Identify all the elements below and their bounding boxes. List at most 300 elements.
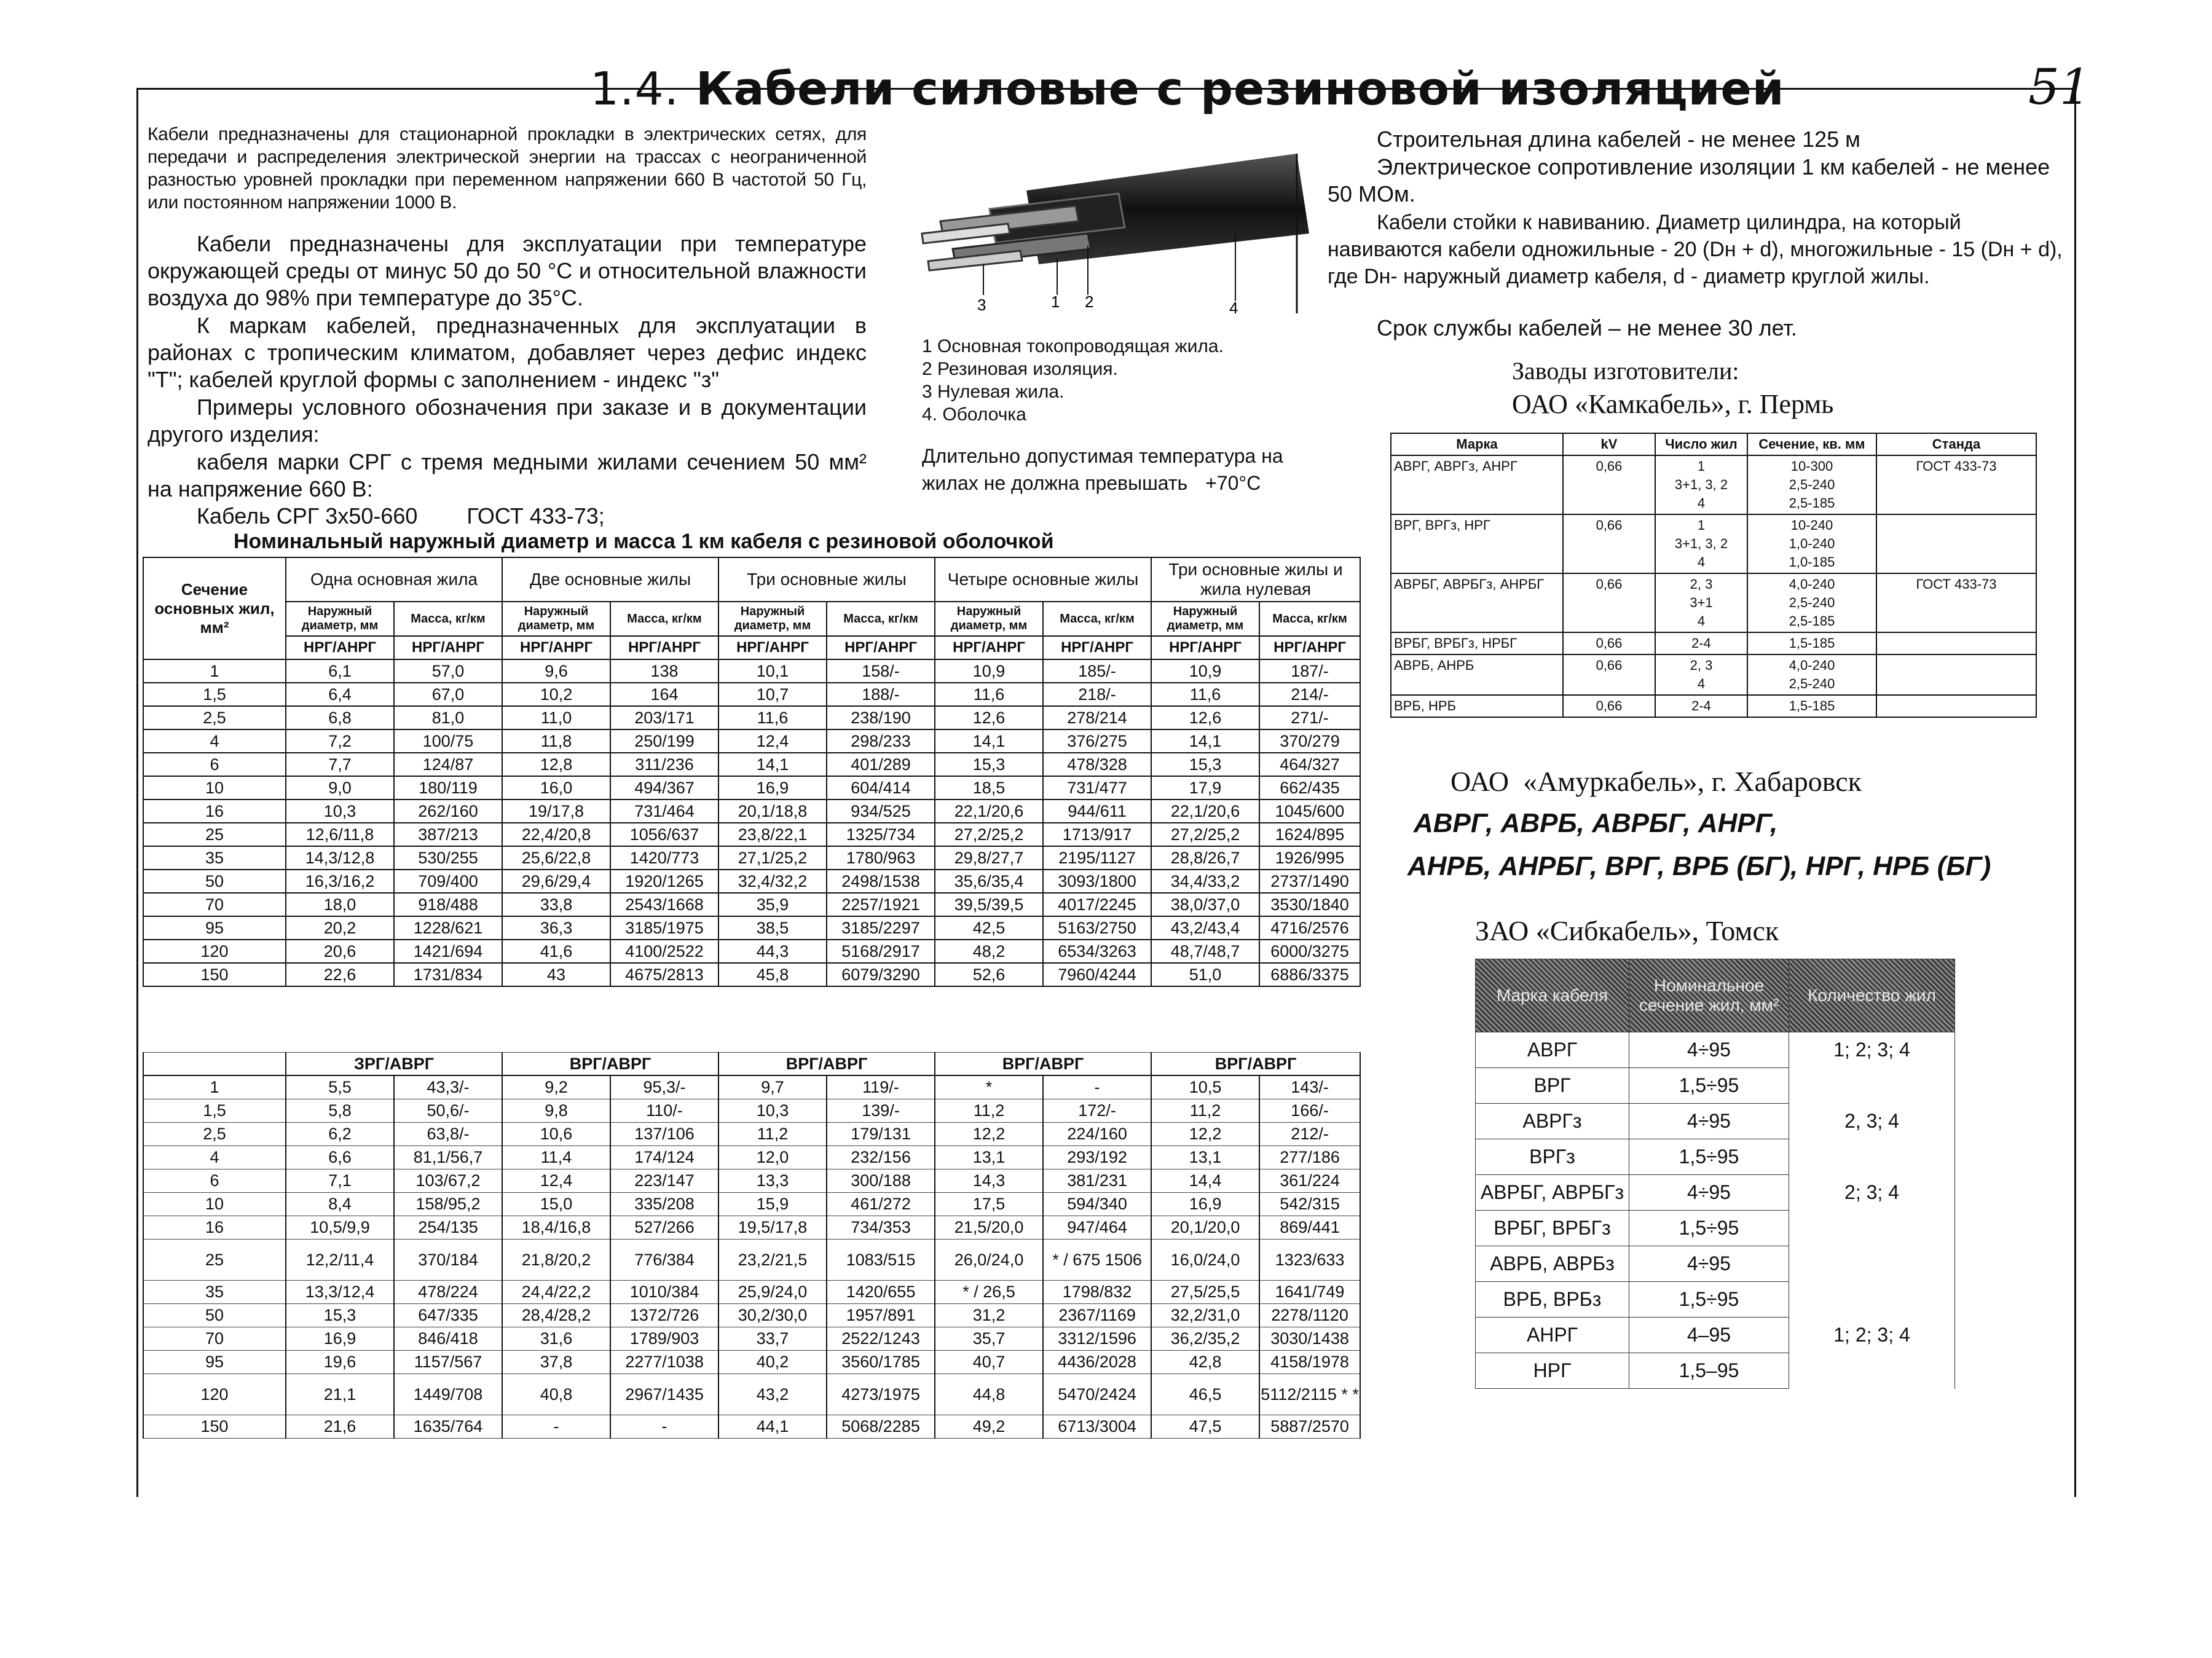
value-cell: - — [502, 1415, 610, 1439]
table-row — [143, 1304, 1360, 1327]
value-cell: 1780/963 — [827, 846, 935, 870]
section-cell: 2,5 — [143, 706, 286, 729]
table-row — [143, 729, 1360, 753]
section-cell: 1 — [143, 1075, 286, 1099]
section-number: 1.4. — [590, 63, 680, 116]
value-cell: 43,3/- — [394, 1075, 502, 1099]
value-cell: 179/131 — [827, 1123, 935, 1146]
value-cell: 250/199 — [610, 729, 718, 753]
value-cell: 24,4/22,2 — [502, 1281, 610, 1304]
value-cell: 4158/1978 — [1259, 1351, 1360, 1374]
value-cell: 13,3/12,4 — [286, 1281, 394, 1304]
value-cell: 35,9 — [718, 893, 827, 916]
value-cell: 10,6 — [502, 1123, 610, 1146]
cell: 0,66 — [1563, 632, 1655, 654]
value-cell: 57,0 — [394, 659, 502, 683]
sub-header-diameter: Наружный диаметр, мм — [718, 602, 827, 636]
value-cell: 5887/2570 — [1259, 1415, 1360, 1439]
value-cell: 6713/3004 — [1043, 1415, 1151, 1439]
value-cell: 293/192 — [1043, 1146, 1151, 1169]
manufacturers-heading: Заводы изготовители: — [1512, 357, 1739, 385]
main-table-body — [143, 659, 1360, 986]
cell — [1789, 1282, 1955, 1318]
value-cell: 277/186 — [1259, 1146, 1360, 1169]
value-cell: 6,1 — [286, 659, 394, 683]
value-cell: 14,4 — [1151, 1169, 1259, 1193]
header-cell: Количество жил — [1789, 959, 1955, 1032]
value-cell: 1372/726 — [610, 1304, 718, 1327]
value-cell: 15,3 — [935, 753, 1043, 776]
cell: АВРГ, АВРГз, АНРГ — [1391, 455, 1563, 514]
section-cell: 120 — [143, 940, 286, 963]
table-row — [1391, 514, 2036, 573]
value-cell: 16,9 — [1151, 1193, 1259, 1216]
table-row — [143, 1240, 1360, 1281]
value-cell: 25,6/22,8 — [502, 846, 610, 870]
table-row — [1391, 654, 2036, 695]
value-cell: 17,9 — [1151, 776, 1259, 800]
sub-header-row — [143, 602, 1360, 636]
table-row — [1391, 573, 2036, 632]
value-cell: 7,2 — [286, 729, 394, 753]
value-cell: 48,7/48,7 — [1151, 940, 1259, 963]
value-cell: 63,8/- — [394, 1123, 502, 1146]
sub-header-diameter: Наружный диаметр, мм — [935, 602, 1043, 636]
value-cell: 1056/637 — [610, 823, 718, 846]
value-cell: 22,6 — [286, 963, 394, 986]
value-cell: * / 26,5 — [935, 1281, 1043, 1304]
value-cell: 311/236 — [610, 753, 718, 776]
value-cell: 14,1 — [718, 753, 827, 776]
cell: 4÷95 — [1629, 1032, 1789, 1068]
value-cell: 12,8 — [502, 753, 610, 776]
kamkabel-heading: ОАО «Камкабель», г. Пермь — [1512, 389, 1834, 419]
brand-cell: ВРГ/АВРГ — [935, 1053, 1151, 1076]
value-cell: 52,6 — [935, 963, 1043, 986]
brand-cell: НРГ/АНРГ — [286, 636, 394, 659]
table-row — [143, 823, 1360, 846]
cell: 1,5÷95 — [1629, 1282, 1789, 1318]
cell — [1876, 695, 2036, 717]
value-cell: 271/- — [1259, 706, 1360, 729]
cell — [1789, 1353, 1955, 1389]
cell — [1789, 1211, 1955, 1246]
section-cell: 70 — [143, 1327, 286, 1351]
value-cell: 180/119 — [394, 776, 502, 800]
sibkabel-heading: ЗАО «Сибкабель», Томск — [1475, 915, 1779, 946]
cell — [1789, 1139, 1955, 1175]
table-row — [143, 1327, 1360, 1351]
section-cell: 4 — [143, 1146, 286, 1169]
cell: 1; 2; 3; 4 — [1789, 1032, 1955, 1068]
cell — [1789, 1246, 1955, 1282]
value-cell: 387/213 — [394, 823, 502, 846]
value-cell: 1957/891 — [827, 1304, 935, 1327]
value-cell: 38,5 — [718, 916, 827, 940]
value-cell: 3030/1438 — [1259, 1327, 1360, 1351]
cell: ГОСТ 433-73 — [1876, 573, 2036, 632]
cell — [1876, 514, 2036, 573]
cell: ВРГ — [1476, 1068, 1629, 1104]
value-cell: 478/224 — [394, 1281, 502, 1304]
value-cell: 1449/708 — [394, 1374, 502, 1415]
value-cell: 1789/903 — [610, 1327, 718, 1351]
main-table — [143, 557, 1361, 987]
paragraph-tropical: К маркам кабелей, предназначенных для эксплуатации в районах с тропическим климатом, добавляет через дефис индекс "Т"; кабелей круглой формы с заполнением - индекс "з" — [148, 313, 867, 392]
value-cell: 19,6 — [286, 1351, 394, 1374]
table-row — [143, 753, 1360, 776]
value-cell: * / 675 1506 — [1043, 1240, 1151, 1281]
value-cell: 43,2/43,4 — [1151, 916, 1259, 940]
value-cell: 10,3 — [718, 1099, 827, 1123]
value-cell: 12,6 — [935, 706, 1043, 729]
sub-header-diameter: Наружный диаметр, мм — [1151, 602, 1259, 636]
value-cell: 33,8 — [502, 893, 610, 916]
value-cell: 6,6 — [286, 1146, 394, 1169]
table-row — [143, 706, 1360, 729]
value-cell: 1420/655 — [827, 1281, 935, 1304]
brand-cell: ЗРГ/АВРГ — [286, 1053, 502, 1076]
value-cell: 67,0 — [394, 683, 502, 706]
value-cell: 2278/1120 — [1259, 1304, 1360, 1327]
value-cell: 1083/515 — [827, 1240, 935, 1281]
table-row — [143, 776, 1360, 800]
value-cell: 138 — [610, 659, 718, 683]
sibkabel-table-body — [1476, 1032, 1955, 1389]
value-cell: 51,0 — [1151, 963, 1259, 986]
value-cell: - — [1043, 1075, 1151, 1099]
legend-item: 3 Нулевая жила. — [922, 382, 1065, 402]
value-cell: 27,2/25,2 — [935, 823, 1043, 846]
cell: 1; 2; 3; 4 — [1789, 1318, 1955, 1353]
value-cell: 5068/2285 — [827, 1415, 935, 1439]
value-cell: 376/275 — [1043, 729, 1151, 753]
legend-item: 1 Основная токопроводящая жила. — [922, 336, 1224, 356]
header-cell: Марка — [1391, 433, 1563, 455]
table-row — [143, 940, 1360, 963]
value-cell: 44,3 — [718, 940, 827, 963]
value-cell: 934/525 — [827, 800, 935, 823]
value-cell: 49,2 — [935, 1415, 1043, 1439]
value-cell: 35,7 — [935, 1327, 1043, 1351]
value-cell: 4017/2245 — [1043, 893, 1151, 916]
cell: АНРГ — [1476, 1318, 1629, 1353]
value-cell: 158/95,2 — [394, 1193, 502, 1216]
value-cell: 12,6 — [1151, 706, 1259, 729]
value-cell: 95,3/- — [610, 1075, 718, 1099]
cell — [1876, 632, 2036, 654]
cell: АВРБ, АНРБ — [1391, 654, 1563, 695]
value-cell: 16,0/24,0 — [1151, 1240, 1259, 1281]
value-cell: 1420/773 — [610, 846, 718, 870]
cell: 4÷95 — [1629, 1104, 1789, 1139]
value-cell: 32,4/32,2 — [718, 870, 827, 893]
value-cell: 20,1/20,0 — [1151, 1216, 1259, 1240]
value-cell: 39,5/39,5 — [935, 893, 1043, 916]
header-cell: Сечение, кв. мм — [1747, 433, 1876, 455]
callout-3: 3 — [977, 296, 986, 313]
table-row — [1476, 1282, 1955, 1318]
section-cell: 6 — [143, 753, 286, 776]
cell: 1,5÷95 — [1629, 1211, 1789, 1246]
value-cell: 172/- — [1043, 1099, 1151, 1123]
value-cell: 1926/995 — [1259, 846, 1360, 870]
table-row — [143, 1099, 1360, 1123]
value-cell: 9,2 — [502, 1075, 610, 1099]
value-cell: 11,8 — [502, 729, 610, 753]
value-cell: 33,7 — [718, 1327, 827, 1351]
value-cell: 232/156 — [827, 1146, 935, 1169]
value-cell: 46,5 — [1151, 1374, 1259, 1415]
second-table-body — [143, 1075, 1360, 1439]
cell: 0,66 — [1563, 695, 1655, 717]
value-cell: 10,7 — [718, 683, 827, 706]
paragraph-example-cable: кабеля марки СРГ с тремя медными жилами сечением 50 мм² на напряжение 660 В: — [148, 449, 867, 501]
value-cell: 166/- — [1259, 1099, 1360, 1123]
value-cell: 2195/1127 — [1043, 846, 1151, 870]
value-cell: 947/464 — [1043, 1216, 1151, 1240]
section-cell: 95 — [143, 1351, 286, 1374]
cell: 2-4 — [1655, 695, 1747, 717]
value-cell: 11,0 — [502, 706, 610, 729]
section-cell: 25 — [143, 823, 286, 846]
value-cell: 19/17,8 — [502, 800, 610, 823]
cell: ВРГ, ВРГз, НРГ — [1391, 514, 1563, 573]
value-cell: 401/289 — [827, 753, 935, 776]
header-cell: Марка кабеля — [1476, 959, 1629, 1032]
group-header-row — [143, 557, 1360, 602]
value-cell: 9,7 — [718, 1075, 827, 1099]
sub-header-diameter: Наружный диаметр, мм — [286, 602, 394, 636]
table-row — [143, 1075, 1360, 1099]
value-cell: 8,4 — [286, 1193, 394, 1216]
value-cell: 6,2 — [286, 1123, 394, 1146]
value-cell: 2367/1169 — [1043, 1304, 1151, 1327]
value-cell: 776/384 — [610, 1240, 718, 1281]
header-cell: Станда — [1876, 433, 2036, 455]
temp-note-text: Длительно допустимая температура на жилах не должна превышать — [922, 445, 1283, 494]
value-cell: 2277/1038 — [610, 1351, 718, 1374]
cell: АВРБГ, АВРБГз, АНРБГ — [1391, 573, 1563, 632]
value-cell: 10,3 — [286, 800, 394, 823]
value-cell: 4436/2028 — [1043, 1351, 1151, 1374]
table-row — [143, 916, 1360, 940]
value-cell: 647/335 — [394, 1304, 502, 1327]
value-cell: 158/- — [827, 659, 935, 683]
amurkabel-brands-1: АВРГ, АВРБ, АВРБГ, АНРГ, — [1414, 808, 1778, 838]
temperature-note — [922, 442, 1315, 497]
value-cell: 38,0/37,0 — [1151, 893, 1259, 916]
value-cell: 20,2 — [286, 916, 394, 940]
value-cell: 1157/567 — [394, 1351, 502, 1374]
value-cell: 41,6 — [502, 940, 610, 963]
value-cell: 7,7 — [286, 753, 394, 776]
value-cell: 15,3 — [286, 1304, 394, 1327]
table-row — [143, 1351, 1360, 1374]
value-cell: 22,1/20,6 — [935, 800, 1043, 823]
group-header: Три основные жилы и жила нулевая — [1151, 557, 1360, 602]
cell: 4÷95 — [1629, 1246, 1789, 1282]
cell: 0,66 — [1563, 654, 1655, 695]
value-cell: 100/75 — [394, 729, 502, 753]
section-cell: 35 — [143, 846, 286, 870]
table-row — [143, 893, 1360, 916]
value-cell: 9,8 — [502, 1099, 610, 1123]
cell: 10-240 1,0-240 1,0-185 — [1747, 514, 1876, 573]
paragraph-temperature: Кабели предназначены для эксплуатации при температуре окружающей среды от минус 50 до 50 °С и относительной влажности воздуха до 98% при температуре до 35°С. — [148, 231, 867, 310]
table-row — [1476, 1318, 1955, 1353]
value-cell: 254/135 — [394, 1216, 502, 1240]
sub-header-mass: Масса, кг/км — [827, 602, 935, 636]
value-cell: 81,0 — [394, 706, 502, 729]
value-cell: 530/255 — [394, 846, 502, 870]
cell: АВРБГ, АВРБГз — [1476, 1175, 1629, 1211]
value-cell: 464/327 — [1259, 753, 1360, 776]
kamkabel-table-body — [1391, 455, 2036, 717]
intro-text: Кабели предназначены для стационарной прокладки в электрических сетях, для передачи и распределения электрической энергии на трассах с неограниченной разностью уровней прокладки при переменном напряжении 660 В частотой 50 Гц, или постоянном напряжении 1000 В. — [148, 124, 867, 213]
value-cell: 214/- — [1259, 683, 1360, 706]
figure-legend — [922, 335, 1224, 426]
value-cell: 36,3 — [502, 916, 610, 940]
value-cell: 3530/1840 — [1259, 893, 1360, 916]
section-cell: 10 — [143, 1193, 286, 1216]
page-number: 51 — [2028, 58, 2091, 116]
value-cell: 43 — [502, 963, 610, 986]
value-cell: 47,5 — [1151, 1415, 1259, 1439]
value-cell: 13,3 — [718, 1169, 827, 1193]
value-cell: 6,8 — [286, 706, 394, 729]
value-cell: 11,4 — [502, 1146, 610, 1169]
brand-cell: ВРГ/АВРГ — [502, 1053, 718, 1076]
table-row — [143, 1146, 1360, 1169]
value-cell: 28,8/26,7 — [1151, 846, 1259, 870]
paragraph-examples: Примеры условного обозначения при заказе и в документации другого изделия: — [148, 395, 867, 447]
value-cell: 3093/1800 — [1043, 870, 1151, 893]
section-cell: 1,5 — [143, 683, 286, 706]
table-row — [1476, 1139, 1955, 1175]
brand-row — [143, 636, 1360, 659]
value-cell: 300/188 — [827, 1169, 935, 1193]
value-cell: 11,6 — [935, 683, 1043, 706]
main-table-title: Номинальный наружный диаметр и масса 1 км кабеля с резиновой оболочкой — [234, 530, 1054, 553]
table-header-row — [1476, 959, 1955, 1032]
cell: АВРГз — [1476, 1104, 1629, 1139]
value-cell: 3185/1975 — [610, 916, 718, 940]
cell — [1876, 654, 2036, 695]
value-cell: 2967/1435 — [610, 1374, 718, 1415]
value-cell: 494/367 — [610, 776, 718, 800]
section-cell: 50 — [143, 1304, 286, 1327]
value-cell: 1010/384 — [610, 1281, 718, 1304]
cable-illustration — [916, 141, 1309, 313]
value-cell: 2543/1668 — [610, 893, 718, 916]
table-row — [143, 1374, 1360, 1415]
value-cell: 13,1 — [1151, 1146, 1259, 1169]
table-row — [143, 1193, 1360, 1216]
value-cell: 20,1/18,8 — [718, 800, 827, 823]
brand-cell: НРГ/АНРГ — [1043, 636, 1151, 659]
value-cell: 2522/1243 — [827, 1327, 935, 1351]
sub-header-mass: Масса, кг/км — [394, 602, 502, 636]
value-cell: 31,2 — [935, 1304, 1043, 1327]
value-cell: 40,2 — [718, 1351, 827, 1374]
right-resistance: Электрическое сопротивление изоляции 1 км кабелей - не менее 50 МОм. — [1328, 154, 2050, 206]
value-cell: 11,6 — [718, 706, 827, 729]
value-cell: 44,1 — [718, 1415, 827, 1439]
value-cell: 381/231 — [1043, 1169, 1151, 1193]
brand-cell: НРГ/АНРГ — [394, 636, 502, 659]
value-cell: 662/435 — [1259, 776, 1360, 800]
value-cell: 18,5 — [935, 776, 1043, 800]
cell: 2, 3 4 — [1655, 654, 1747, 695]
section-cell: 150 — [143, 1415, 286, 1439]
value-cell: 335/208 — [610, 1193, 718, 1216]
value-cell: 14,1 — [1151, 729, 1259, 753]
value-cell: 203/171 — [610, 706, 718, 729]
section-cell: 35 — [143, 1281, 286, 1304]
sub-header-diameter: Наружный диаметр, мм — [502, 602, 610, 636]
value-cell: 137/106 — [610, 1123, 718, 1146]
brand-cell: НРГ/АНРГ — [827, 636, 935, 659]
value-cell: 21,5/20,0 — [935, 1216, 1043, 1240]
value-cell: 14,3/12,8 — [286, 846, 394, 870]
value-cell: 9,0 — [286, 776, 394, 800]
title-text: Кабели силовые с резиновой изоляцией — [695, 63, 1785, 116]
cell: 4,0-240 2,5-240 2,5-185 — [1747, 573, 1876, 632]
section-cell: 120 — [143, 1374, 286, 1415]
value-cell: 16,9 — [286, 1327, 394, 1351]
value-cell: 119/- — [827, 1075, 935, 1099]
value-cell: 48,2 — [935, 940, 1043, 963]
value-cell: 2498/1538 — [827, 870, 935, 893]
value-cell: 6000/3275 — [1259, 940, 1360, 963]
value-cell: 10,9 — [1151, 659, 1259, 683]
table-row — [1476, 1211, 1955, 1246]
value-cell: 3312/1596 — [1043, 1327, 1151, 1351]
cell: 4–95 — [1629, 1318, 1789, 1353]
value-cell: 1641/749 — [1259, 1281, 1360, 1304]
value-cell: 45,8 — [718, 963, 827, 986]
value-cell: 10,2 — [502, 683, 610, 706]
value-cell: 1421/694 — [394, 940, 502, 963]
value-cell: 187/- — [1259, 659, 1360, 683]
value-cell: 12,2 — [1151, 1123, 1259, 1146]
value-cell: 4716/2576 — [1259, 916, 1360, 940]
value-cell: 29,8/27,7 — [935, 846, 1043, 870]
value-cell: 3560/1785 — [827, 1351, 935, 1374]
value-cell: 5168/2917 — [827, 940, 935, 963]
value-cell: 103/67,2 — [394, 1169, 502, 1193]
value-cell: 16,9 — [718, 776, 827, 800]
value-cell: 734/353 — [827, 1216, 935, 1240]
section-cell: 95 — [143, 916, 286, 940]
second-table — [143, 1052, 1361, 1439]
value-cell: 34,4/33,2 — [1151, 870, 1259, 893]
cell: ГОСТ 433-73 — [1876, 455, 2036, 514]
table-row — [1476, 1032, 1955, 1068]
value-cell: 4273/1975 — [827, 1374, 935, 1415]
value-cell: 25,9/24,0 — [718, 1281, 827, 1304]
table-row — [1476, 1104, 1955, 1139]
value-cell: 32,2/31,0 — [1151, 1304, 1259, 1327]
value-cell: 1635/764 — [394, 1415, 502, 1439]
value-cell: 22,1/20,6 — [1151, 800, 1259, 823]
brand-cell: ВРГ/АВРГ — [1151, 1053, 1360, 1076]
value-cell: 1713/917 — [1043, 823, 1151, 846]
section-cell: 10 — [143, 776, 286, 800]
value-cell: 846/418 — [394, 1327, 502, 1351]
cell: 1 3+1, 3, 2 4 — [1655, 514, 1747, 573]
